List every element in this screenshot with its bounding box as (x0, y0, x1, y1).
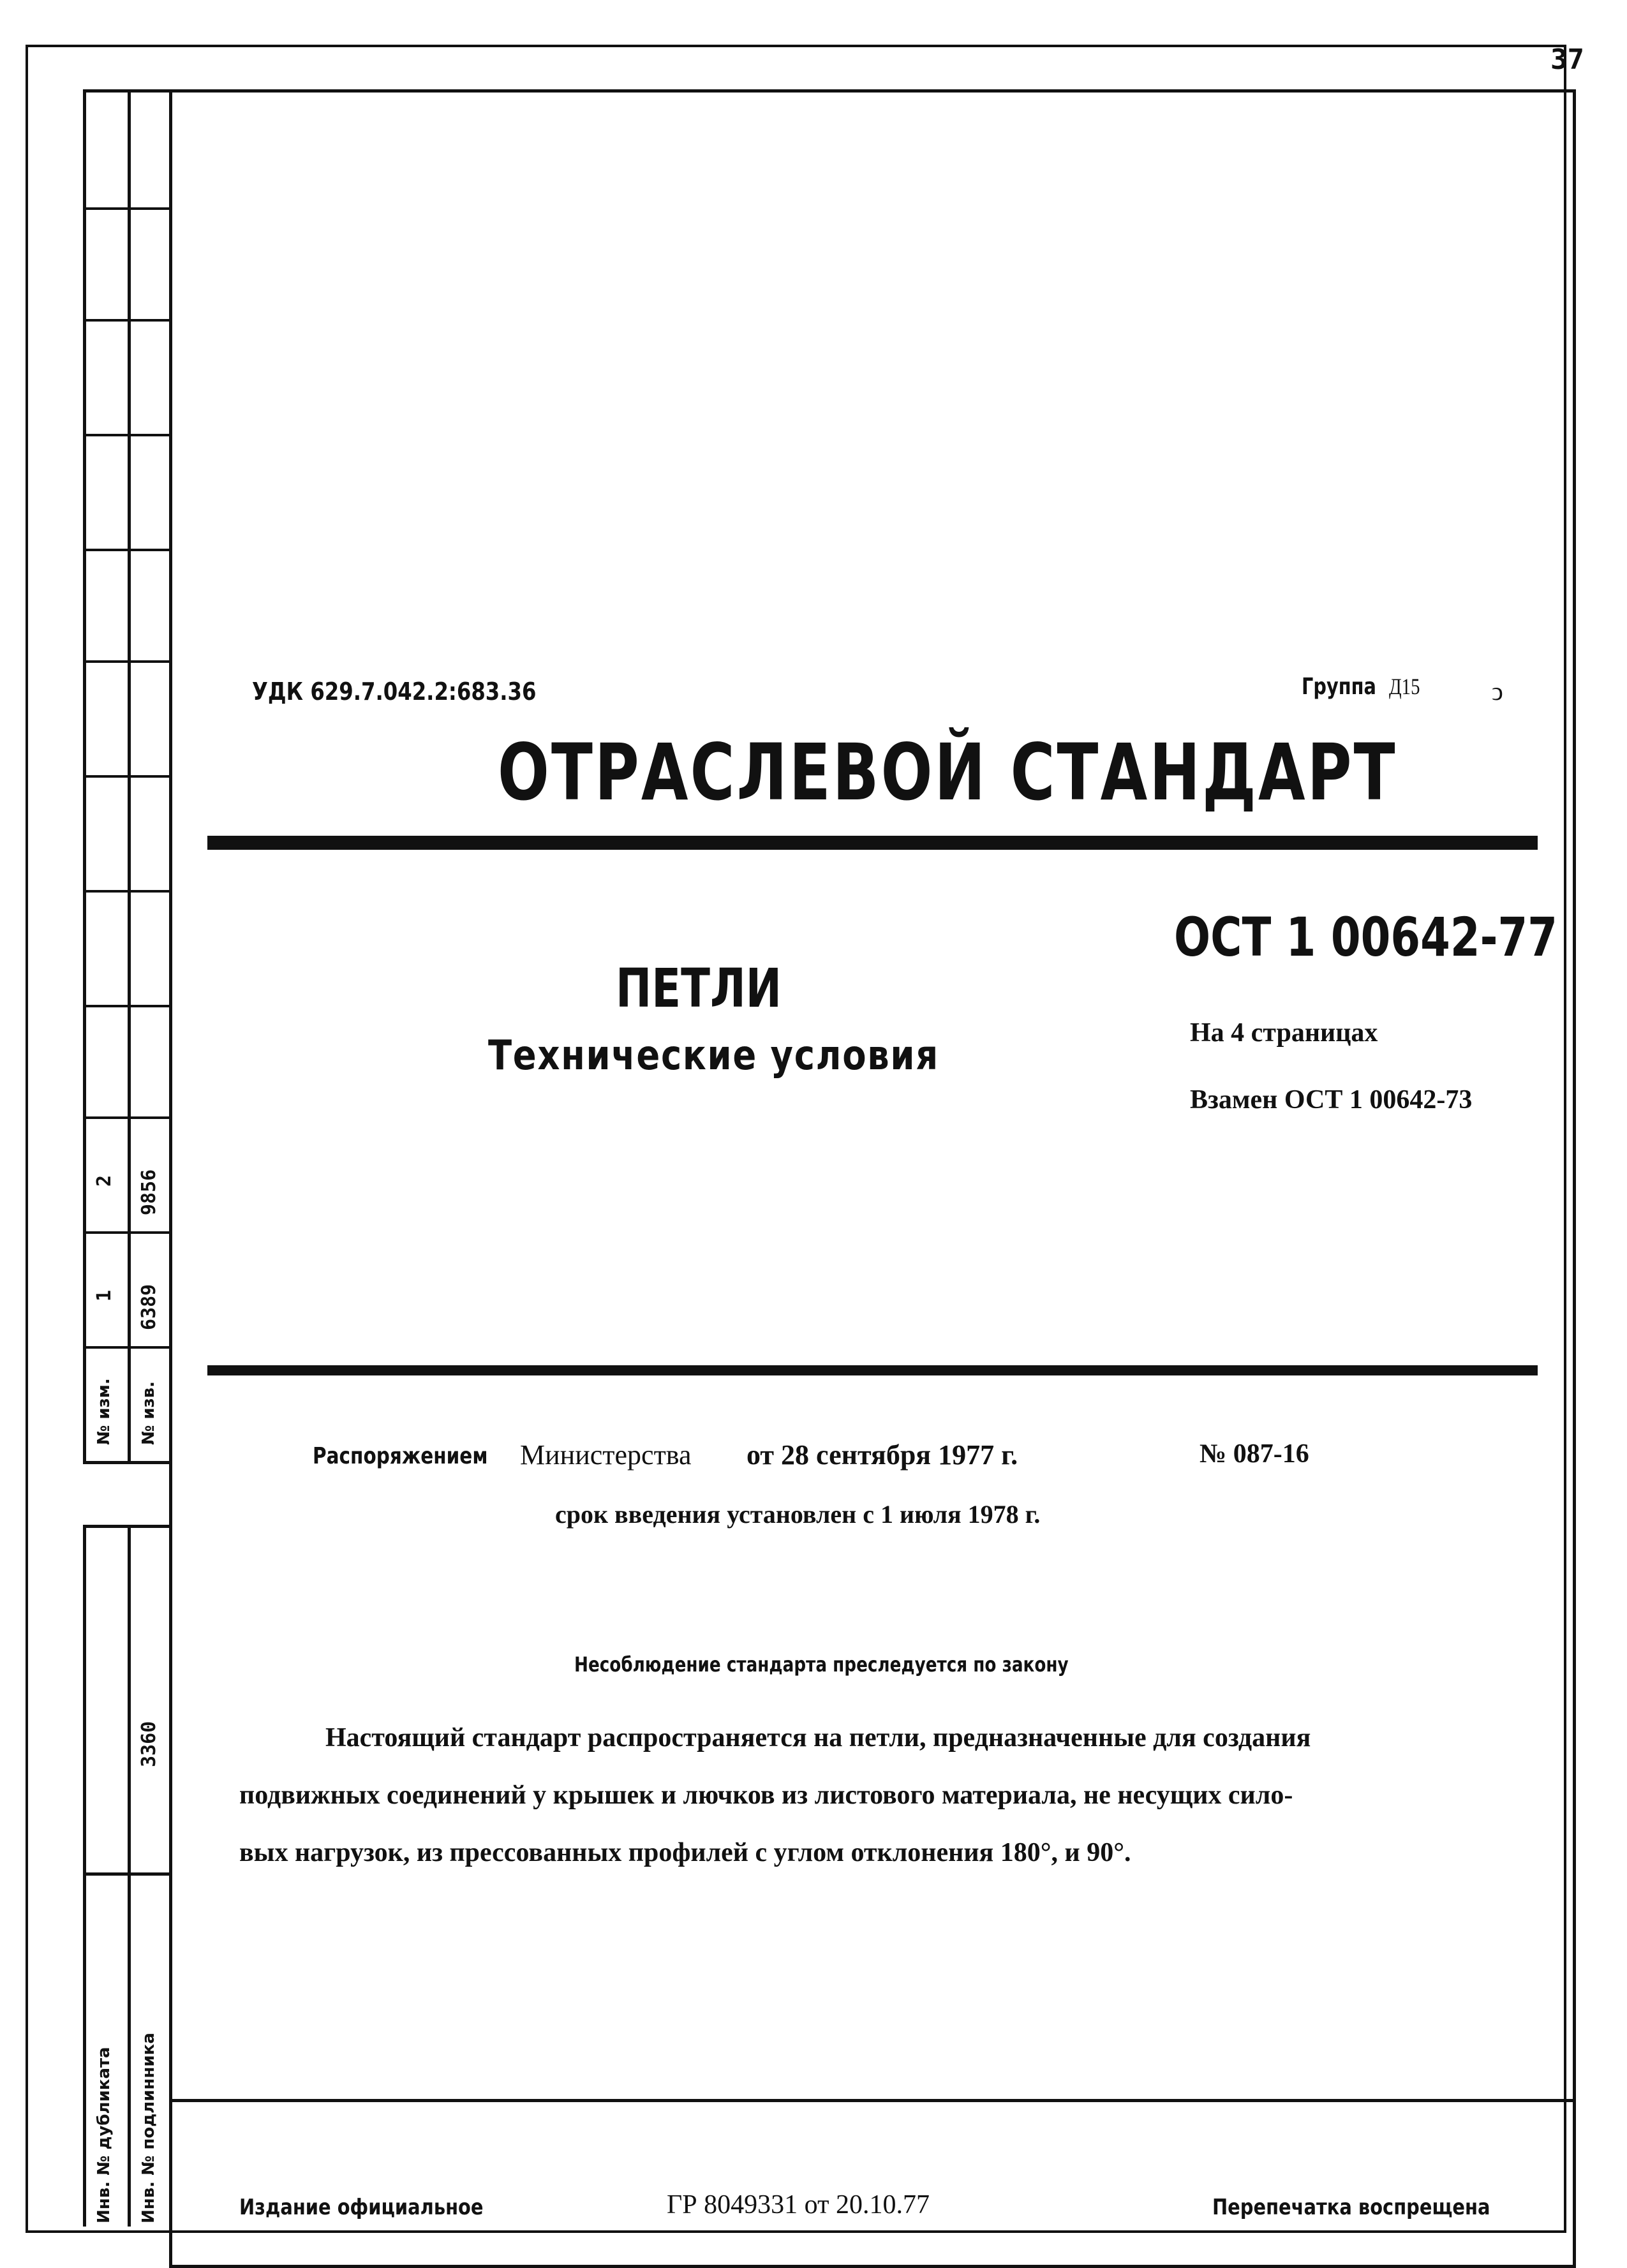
notice-value-1: 6389 (138, 1284, 160, 1330)
stamp-column-line-4 (128, 1525, 131, 2227)
header-rule (207, 836, 1538, 850)
change-no-label: № изм. (94, 1378, 114, 1445)
page-number: 37 (1550, 43, 1584, 76)
content-frame (169, 89, 1576, 2268)
stamp-row-line (83, 434, 172, 436)
replaces-standard: Взамен ОСТ 1 00642-73 (1190, 1085, 1473, 1115)
order-effective: срок введения установлен с 1 июля 1978 г. (555, 1500, 1041, 1529)
stamp-row-line (83, 549, 172, 551)
stamp-row-line (83, 1005, 172, 1007)
notice-value-2: 9856 (138, 1169, 160, 1215)
stamp-row-line (83, 890, 172, 893)
stamp-row-line (83, 660, 172, 663)
header-title: ОТРАСЛЕВОЙ СТАНДАРТ (498, 727, 1397, 818)
stamp-row-line (83, 207, 172, 210)
footer-registration: ГР 8049331 от 20.10.77 (667, 2190, 930, 2220)
original-inventory-label: Инв. № подлинника (139, 2033, 158, 2223)
stamp-row-line (83, 1116, 172, 1119)
stamp-mid-line (83, 1461, 172, 1464)
stamp-row-line (83, 775, 172, 778)
stamp-column-line-3 (83, 1525, 86, 2227)
body-line-3: вых нагрузок, из прессованных профилей с углом отклонения 180°, и 90°. (239, 1838, 1131, 1867)
footer-official-edition: Издание официальное (239, 2195, 484, 2220)
order-label: Распоряжением (313, 1443, 488, 1469)
standard-number: ОСТ 1 00642-77 (1174, 906, 1558, 968)
product-title: ПЕТЛИ (616, 957, 782, 1019)
footer-reprint-notice: Перепечатка воспрещена (1212, 2195, 1490, 2220)
change-value-2: 2 (93, 1175, 115, 1187)
group-label: Группа Д15 (1302, 674, 1420, 700)
inventory-value: 3360 (138, 1721, 160, 1767)
pages-count: На 4 страницах (1190, 1018, 1378, 1048)
stamp-lower-mid (83, 1872, 172, 1876)
corner-mark: ↄ (1492, 677, 1503, 706)
product-subtitle: Технические условия (488, 1032, 939, 1079)
stamp-top-line (83, 89, 172, 93)
udk-code: УДК 629.7.042.2:683.36 (252, 678, 537, 706)
footer-rule (169, 2099, 1576, 2102)
change-value-1: 1 (93, 1289, 115, 1301)
law-notice: Несоблюдение стандарта преследуется по закону (574, 1652, 1069, 1677)
stamp-row-line (83, 1231, 172, 1234)
stamp-lower-top (83, 1525, 172, 1528)
stamp-row-line (83, 319, 172, 322)
order-number: № 087-16 (1200, 1439, 1309, 1469)
order-date: от 28 сентября 1977 г. (747, 1439, 1018, 1471)
order-ministry: Министерства (520, 1439, 692, 1471)
title-block-rule (207, 1365, 1538, 1375)
stamp-row-line (83, 1346, 172, 1349)
duplicate-inventory-label: Инв. № дубликата (94, 2047, 114, 2223)
body-line-2: подвижных соединений у крышек и лючков из листового материала, не несущих сило- (239, 1781, 1293, 1810)
notice-no-label: № изв. (139, 1381, 158, 1445)
body-line-1: Настоящий стандарт распространяется на петли, предназначенные для создания (325, 1723, 1311, 1753)
